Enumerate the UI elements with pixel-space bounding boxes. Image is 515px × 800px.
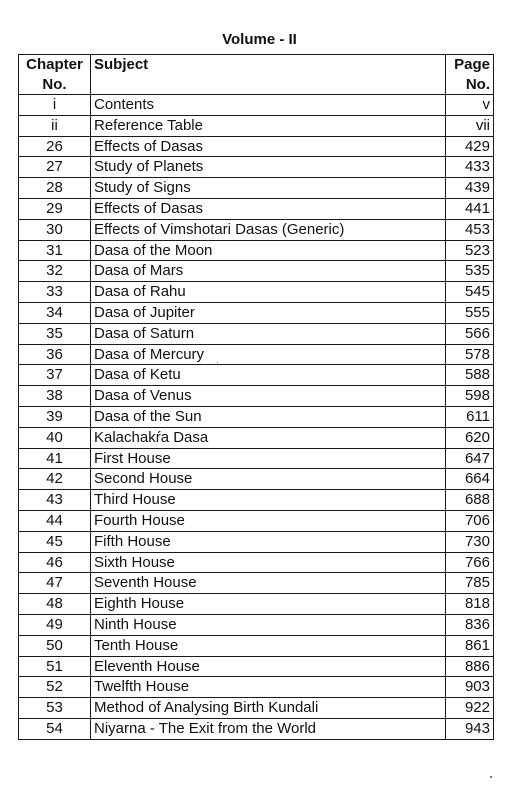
table-row: [19, 635, 494, 656]
page-number: 785: [446, 573, 494, 594]
page-number: 598: [446, 386, 494, 407]
page-number: 903: [446, 677, 494, 698]
chapter-number: 50: [19, 635, 91, 656]
table-row: [19, 614, 494, 635]
chapter-number: i: [19, 95, 91, 116]
chapter-number: 48: [19, 594, 91, 615]
chapter-number: 43: [19, 490, 91, 511]
chapter-number: 26: [19, 136, 91, 157]
chapter-number: 35: [19, 323, 91, 344]
chapter-subject: Dasa of Jupiter: [91, 302, 446, 323]
chapter-number: 34: [19, 302, 91, 323]
table-row: [19, 157, 494, 178]
chapter-subject: Dasa of the Moon: [91, 240, 446, 261]
table-row: [19, 95, 494, 116]
chapter-no-header: [19, 55, 91, 95]
page-number: 439: [446, 178, 494, 199]
chapter-subject: Dasa of the Sun: [91, 406, 446, 427]
chapter-number: 40: [19, 427, 91, 448]
chapter-subject: Twelfth House: [91, 677, 446, 698]
chapter-subject: Eighth House: [91, 594, 446, 615]
page-number: 433: [446, 157, 494, 178]
page-number: 566: [446, 323, 494, 344]
chapter-number: 38: [19, 386, 91, 407]
chapter-subject: Eleventh House: [91, 656, 446, 677]
table-row: [19, 323, 494, 344]
subject-header: Subject: [91, 55, 446, 95]
table-row: [19, 677, 494, 698]
chapter-number: 32: [19, 261, 91, 282]
table-row: [19, 198, 494, 219]
table-row: [19, 448, 494, 469]
page-number: 706: [446, 510, 494, 531]
chapter-number: 53: [19, 698, 91, 719]
chapter-number: 46: [19, 552, 91, 573]
chapter-subject: Contents: [91, 95, 446, 116]
page-number: 545: [446, 282, 494, 303]
chapter-subject: Niyarna - The Exit from the World: [91, 718, 446, 739]
chapter-number: 41: [19, 448, 91, 469]
chapter-subject: Dasa of Rahu: [91, 282, 446, 303]
chapter-subject: Third House: [91, 490, 446, 511]
chapter-number: 42: [19, 469, 91, 490]
page-number: 922: [446, 698, 494, 719]
page-number: 766: [446, 552, 494, 573]
page-number: 620: [446, 427, 494, 448]
chapter-number: 28: [19, 178, 91, 199]
chapter-subject: Fifth House: [91, 531, 446, 552]
table-row: [19, 240, 494, 261]
page-number: 818: [446, 594, 494, 615]
table-row: [19, 365, 494, 386]
page-number: 453: [446, 219, 494, 240]
page-header-line1: Page: [454, 56, 490, 73]
page-header-line2: No.: [465, 75, 490, 93]
page-number: 611: [446, 406, 494, 427]
chapter-subject: Ninth House: [91, 614, 446, 635]
page-number: 664: [446, 469, 494, 490]
page-number: 861: [446, 635, 494, 656]
table-row: [19, 594, 494, 615]
table-header-row: [19, 55, 494, 95]
chapter-subject: Sixth House: [91, 552, 446, 573]
chapter-number: 44: [19, 510, 91, 531]
table-row: [19, 656, 494, 677]
chapter-subject: Second House: [91, 469, 446, 490]
table-row: [19, 115, 494, 136]
page-number: 535: [446, 261, 494, 282]
contents-table: [18, 54, 494, 740]
chapter-number: 51: [19, 656, 91, 677]
page-no-header: [446, 55, 494, 95]
chapter-subject: Dasa of Mars: [91, 261, 446, 282]
table-row: [19, 406, 494, 427]
page-number: 886: [446, 656, 494, 677]
table-row: [19, 427, 494, 448]
chapter-header-line2: No.: [42, 75, 67, 93]
chapter-subject: Effects of Vimshotari Dasas (Generic): [91, 219, 446, 240]
chapter-subject: Effects of Dasas: [91, 136, 446, 157]
chapter-subject: Seventh House: [91, 573, 446, 594]
chapter-number: ii: [19, 115, 91, 136]
contents-table-body: [19, 95, 494, 740]
chapter-header-line1: Chapter: [26, 56, 83, 73]
chapter-subject: Study of Planets: [91, 157, 446, 178]
page-number: 588: [446, 365, 494, 386]
chapter-subject: Tenth House: [91, 635, 446, 656]
table-row: [19, 261, 494, 282]
table-row: [19, 302, 494, 323]
chapter-subject: Dasa of Ketu: [91, 365, 446, 386]
chapter-subject: Fourth House: [91, 510, 446, 531]
table-row: [19, 698, 494, 719]
page-number: 578: [446, 344, 494, 365]
chapter-number: 39: [19, 406, 91, 427]
chapter-number: 30: [19, 219, 91, 240]
page-title: Volume - II: [222, 31, 297, 48]
table-row: [19, 282, 494, 303]
table-row: [19, 178, 494, 199]
chapter-number: 29: [19, 198, 91, 219]
chapter-number: 45: [19, 531, 91, 552]
table-row: [19, 552, 494, 573]
chapter-subject: Dasa of Venus: [91, 386, 446, 407]
chapter-subject: Reference Table: [91, 115, 446, 136]
chapter-subject: Method of Analysing Birth Kundali: [91, 698, 446, 719]
table-row: [19, 219, 494, 240]
print-speck: [217, 362, 218, 363]
table-row: [19, 531, 494, 552]
page-number: 555: [446, 302, 494, 323]
page-number: 688: [446, 490, 494, 511]
page-number: 730: [446, 531, 494, 552]
table-row: [19, 718, 494, 739]
page-number: 836: [446, 614, 494, 635]
table-row: [19, 386, 494, 407]
table-row: [19, 469, 494, 490]
table-row: [19, 573, 494, 594]
print-speck: [490, 776, 492, 778]
chapter-number: 36: [19, 344, 91, 365]
chapter-subject: First House: [91, 448, 446, 469]
page-number: 943: [446, 718, 494, 739]
chapter-number: 54: [19, 718, 91, 739]
chapter-number: 33: [19, 282, 91, 303]
page-number: v: [446, 95, 494, 116]
table-row: [19, 344, 494, 365]
chapter-subject: Effects of Dasas: [91, 198, 446, 219]
table-row: [19, 136, 494, 157]
table-row: [19, 490, 494, 511]
page-number: 429: [446, 136, 494, 157]
page-number: 523: [446, 240, 494, 261]
page-number: 441: [446, 198, 494, 219]
page-number: vii: [446, 115, 494, 136]
chapter-number: 47: [19, 573, 91, 594]
chapter-subject: Study of Signs: [91, 178, 446, 199]
chapter-subject: Dasa of Saturn: [91, 323, 446, 344]
chapter-subject: Dasa of Mercury: [91, 344, 446, 365]
chapter-number: 27: [19, 157, 91, 178]
chapter-number: 31: [19, 240, 91, 261]
page-number: 647: [446, 448, 494, 469]
chapter-number: 49: [19, 614, 91, 635]
chapter-subject: Kalachakŕa Dasa: [91, 427, 446, 448]
table-row: [19, 510, 494, 531]
chapter-number: 52: [19, 677, 91, 698]
chapter-number: 37: [19, 365, 91, 386]
